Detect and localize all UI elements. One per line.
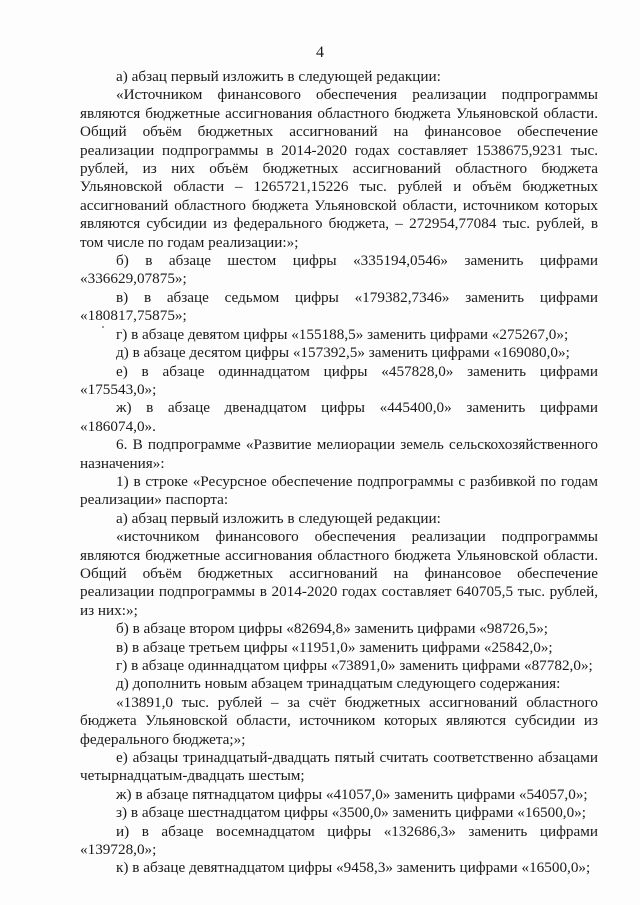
paragraph-item-1-resources: 1) в строке «Ресурсное обеспечение подпрограммы с разбивкой по годам реализации» паспорта: — [80, 472, 598, 509]
document-body — [80, 68, 598, 878]
paragraph-d-tenth-abzac: д) в абзаце десятом цифры «157392,5» заменить цифрами «169080,0»; — [116, 344, 570, 362]
paragraph-i-eighteenth-abzac: и) в абзаце восемнадцатом цифры «132686,3» заменить цифрами «139728,0»; — [80, 822, 598, 859]
paragraph-e-eleventh-abzac: е) в абзаце одиннадцатом цифры «457828,0» заменить цифрами «175543,0»; — [80, 362, 598, 398]
paragraph-b-sixth-abzac: б) в абзаце шестом цифры «335194,0546» заменить цифрами «336629,07875»; — [80, 252, 598, 288]
paragraph-v-seventh-abzac: в) в абзаце седьмом цифры «179382,7346» заменить цифрами «180817,75875»; — [80, 288, 598, 325]
paragraph-a-first-abzac: а) абзац первый изложить в следующей редакции: — [116, 68, 441, 85]
paragraph-v-third-abzac: в) в абзаце третьем цифры «11951,0» заменить цифрами «25842,0»; — [116, 638, 553, 656]
paragraph-z-sixteenth-abzac: з) в абзаце шестнадцатом цифры «3500,0» заменить цифрами «16500,0»; — [116, 804, 586, 822]
page-number: 4 — [316, 44, 324, 61]
paragraph-zh-twelfth-abzac: ж) в абзаце двенадцатом цифры «445400,0» заменить цифрами «186074,0». — [80, 399, 598, 435]
paragraph-k-nineteenth-abzac: к) в абзаце девятнадцатом цифры «9458,3» заменить цифрами «16500,0»; — [116, 859, 591, 877]
paragraph-section-6-heading: 6. В подпрограмме «Развитие мелиорации земель сельскохозяйственного назначения»: — [80, 436, 598, 472]
paragraph-d-add-thirteenth: д) дополнить новым абзацем тринадцатым следующего содержания: — [116, 675, 561, 693]
paragraph-g-eleventh-abzac: г) в абзаце одиннадцатом цифры «73891,0» заменить цифрами «87782,0»; — [116, 657, 593, 674]
paragraph-funding-source-text-2: «источником финансового обеспечения реализации подпрограммы являются бюджетные ассигнования областного бюджета Ульяновской области. Общий объём бюджетных ассигнований на финансовое обеспечение реализации подпрограммы в 2014-2020 годах составляет 640705,5 тыс. рублей, из них:»; — [80, 528, 598, 619]
paragraph-zh-fifteenth-abzac: ж) в абзаце пятнадцатом цифры «41057,0» заменить цифрами «54057,0»; — [116, 785, 588, 803]
paragraph-b-second-abzac: б) в абзаце втором цифры «82694,8» заменить цифрами «98726,5»; — [116, 620, 549, 638]
paragraph-g-ninth-abzac: г) в абзаце девятом цифры «155188,5» заменить цифрами «275267,0»; — [116, 325, 569, 343]
paragraph-new-abzac-text: «13891,0 тыс. рублей – за счёт бюджетных ассигнований областного бюджета Ульяновской области, источником которых являются субсидии из федерального бюджета;»; — [80, 693, 598, 748]
paragraph-funding-source-text: «Источником финансового обеспечения реализации подпрограммы являются бюджетные ассигнования областного бюджета Ульяновской области. Общий объём бюджетных ассигнований на финансовое обеспечение реализации подпрограммы в 2014-2020 годах составляет 1538675,9231 тыс. рублей, из них объём бюджетных ассигнований областного бюджета Ульяновской области – 1265721,15226 тыс. рублей и объём бюджетных ассигнований областного бюджета Ульяновской области, источником которых являются субсидии из федерального бюджета, – 272954,77084 тыс. рублей, в том числе по годам реализации:»; — [80, 86, 598, 251]
paragraph-a-first-abzac-2: а) абзац первый изложить в следующей редакции: — [116, 509, 441, 527]
paragraph-e-renumber: е) абзацы тринадцатый-двадцать пятый считать соответственно абзацами четырнадцатым-двадцать шестым; — [80, 749, 598, 785]
